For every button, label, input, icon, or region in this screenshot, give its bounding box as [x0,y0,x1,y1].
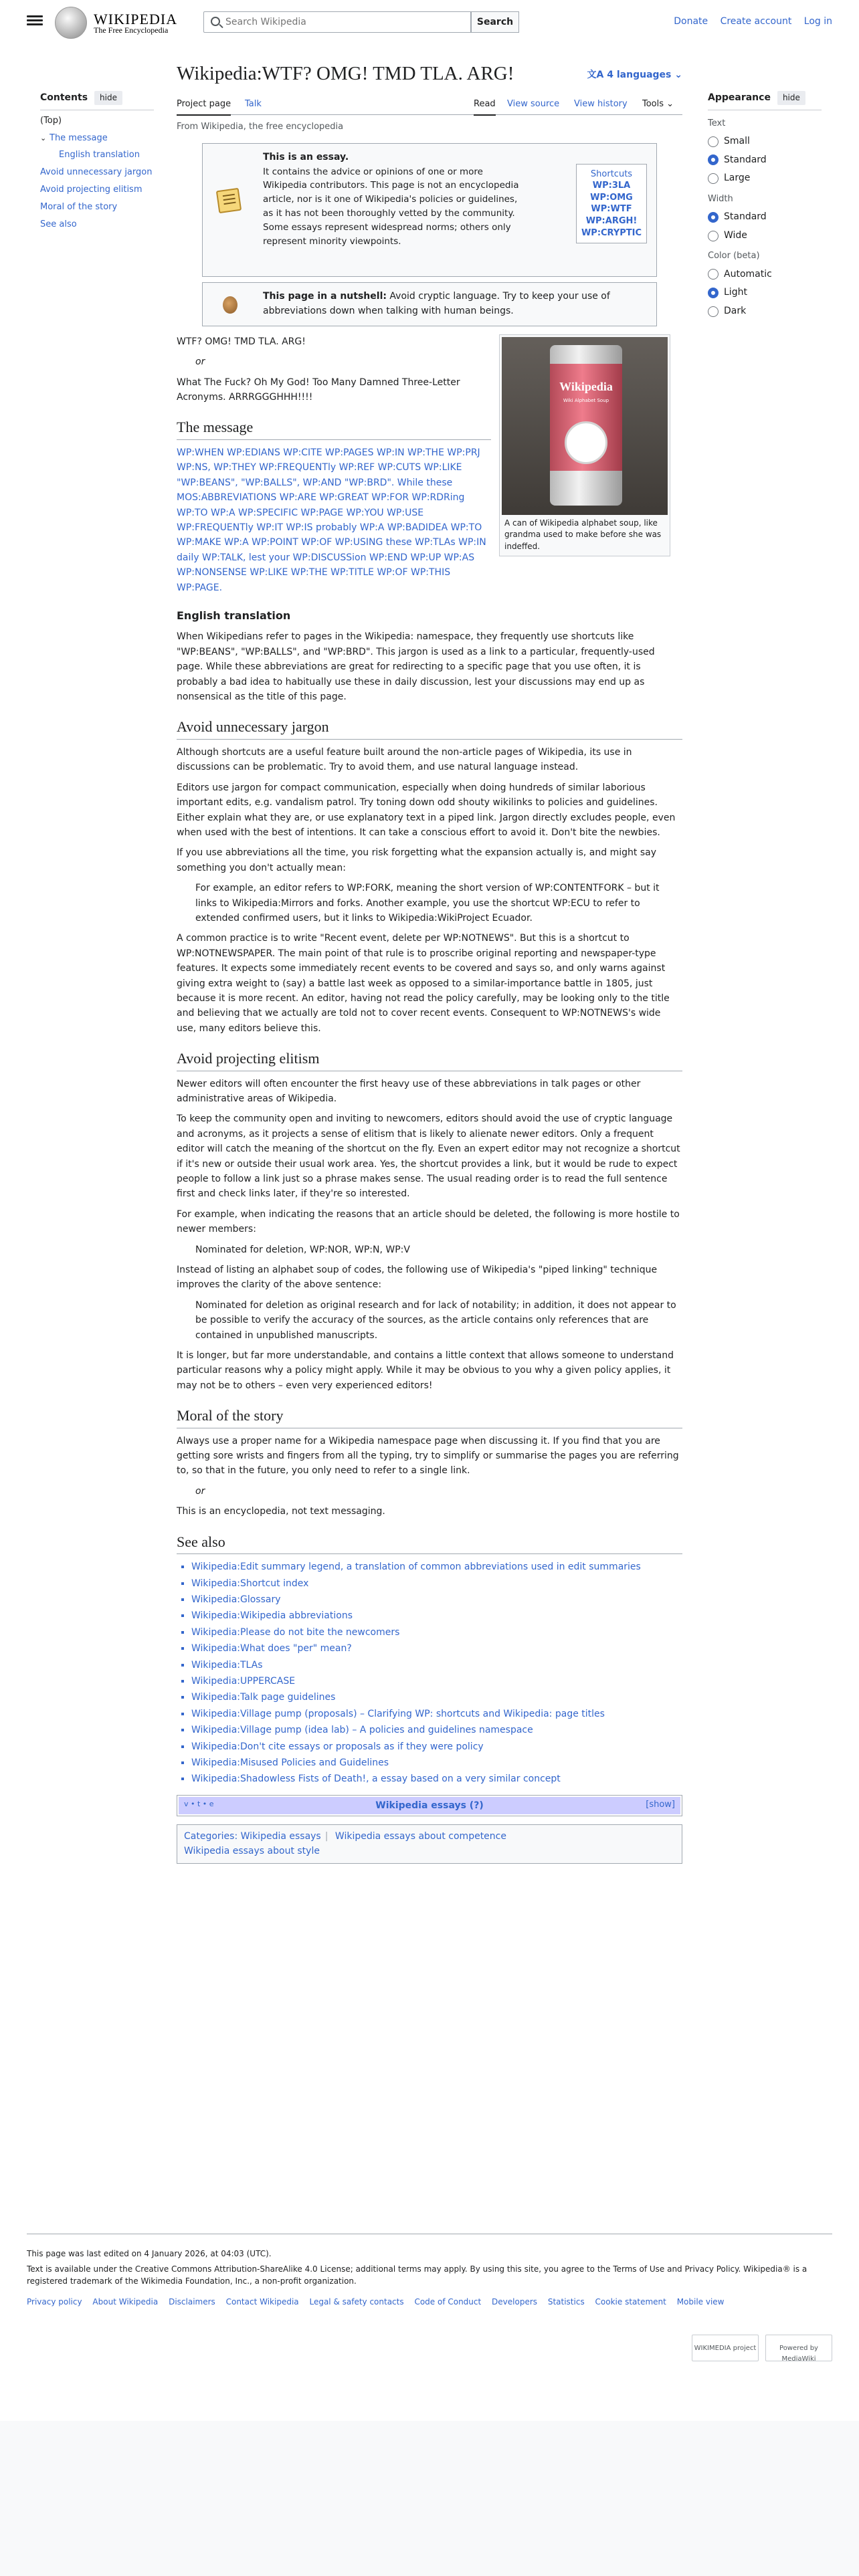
tab-view-history[interactable]: View history [574,98,628,109]
search-box[interactable] [203,11,471,33]
footer-link[interactable]: Privacy policy [27,2296,82,2306]
footer-link[interactable]: Legal & safety contacts [309,2296,404,2306]
list-item[interactable]: ▪ Wikipedia:Shadowless Fists of Death!, a essay based on a very similar concept [191,1772,682,1786]
nutshell-label: This page in a nutshell: [263,290,387,302]
list-item[interactable]: ▪ Wikipedia:Glossary [191,1592,682,1607]
essay-notice [202,143,657,277]
list-item[interactable]: ▪ Wikipedia:Wikipedia abbreviations [191,1608,682,1623]
tab-read[interactable]: Read [474,98,496,116]
toc-item-top[interactable]: (Top) [40,115,62,126]
nutshell-text: Avoid cryptic language. Try to keep your use of abbreviations down when talking with human beings. [263,290,610,316]
site-header [0,0,859,43]
wikipedia-globe-logo[interactable] [55,7,87,39]
search-input[interactable] [225,15,466,29]
toc-header: Contents hide [40,91,154,110]
page-tabs [177,94,682,115]
elitism-quote-2: Nominated for deletion as original research and for lack of notability; in addition, it does not appear to be possible to verify the accuracy of the sources, as the article contains only references that are contained in unpublished manuscripts. [195,1299,676,1341]
image-thumbnail [499,334,670,556]
elitism-p2: To keep the community open and inviting to newcomers, editors should avoid the use of cryptic language and acronyms, as it projects a sense of elitism that is likely to alienate newer editors. Only a frequent editor will catch the meaning of the shortcut on the fly. Even an expert editor may not recognize a shortcut if it's new or outside their usual work area. Yes, the shortcut provides a link, but it would be rude to expect people to follow a link just so a phrase makes sense. The usual reading order is to read the full sentence first and check links later, if they're so interested. [177,1113,680,1200]
shortcut-link[interactable]: WP:WTF [591,204,632,215]
footer-link[interactable]: Developers [492,2296,538,2306]
list-item[interactable]: ▪ Wikipedia:Shortcut index [191,1576,682,1591]
essays-navbox [177,1795,682,1816]
list-item[interactable]: ▪ Wikipedia:What does "per" mean? [191,1641,682,1656]
appearance-hide-button[interactable]: hide [777,91,805,105]
color-label: Color (beta) [708,251,760,261]
license-text: Text is available under the Creative Commons Attribution-ShareAlike 4.0 License; additional terms may apply. By using this site, you agree to the Terms of Use and Privacy Policy. Wikipedia® is a registered trademark of the Wikimedia Foundation, Inc., a non-profit organization. [27,2264,807,2286]
list-item[interactable]: ▪ Wikipedia:UPPERCASE [191,1674,682,1689]
shortcuts-label[interactable]: Shortcuts [590,169,633,179]
intro-line: WTF? OMG! TMD TLA. ARG! [177,336,306,347]
mediawiki-badge[interactable]: Powered by MediaWiki [765,2335,832,2361]
footer-link[interactable]: Code of Conduct [414,2296,482,2306]
chevron-down-icon[interactable]: ⌄ [40,133,47,142]
intro-or: or [195,356,205,368]
elitism-p5: It is longer, but far more understandable, and contains a little context that allows someone to understand particular reasons why a policy might apply. While it may be obvious to you why a given policy applies, it may not be to others – even very experienced editors! [177,1350,674,1391]
login-link[interactable]: Log in [803,16,832,27]
toc-hide-button[interactable]: hide [94,91,122,105]
shortcut-box [576,164,647,243]
jargon-p2: Editors use jargon for compact communication, especially when doing hundreds of similar laborious important edits, e.g. vandalism patrol. Try toning down odd shouty wikilinks to policies and guidelines. Either explain what they are, or use explanatory text in a piped link. Jargon directly excludes people, even when used with the best of intentions. It can take a conscious effort to avoid it. Don't bite the newbies. [177,782,676,838]
elitism-p1: Newer editors will often encounter the first heavy use of these abbreviations in talk pages or other administrative areas of Wikipedia. [177,1078,641,1105]
heading-message: The message [177,418,491,440]
toc-item-jargon[interactable]: Avoid unnecessary jargon [40,167,153,178]
main-menu-icon[interactable] [27,13,43,28]
list-item[interactable]: ▪ Wikipedia:Edit summary legend, a translation of common abbreviations used in edit summaries [191,1560,682,1574]
see-also-list [177,1560,682,1786]
message-text[interactable]: WP:WHEN WP:EDIANS WP:CITE WP:PAGES WP:IN WP:THE WP:PRJ WP:NS, WP:THEY WP:FREQUENTly WP:REF WP:CUTS WP:LIKE "WP:BEANS", "WP:BALLS", WP:AND "WP:BRD". While these MOS:ABBREVIATIONS WP:ARE WP:GREAT WP:FOR WP:RDRing WP:TO WP:A WP:SPECIFIC WP:PAGE WP:YOU WP:USE WP:FREQUENTly WP:IT WP:IS probably WP:A WP:BADIDEA WP:TO WP:MAKE WP:A WP:POINT WP:OF WP:USING these WP:TLAs WP:IN daily WP:TALK, lest your WP:DISCUSSion WP:END WP:UP WP:AS WP:NONSENSE WP:LIKE WP:THE WP:TITLE WP:OF WP:THIS WP:PAGE. [177,447,486,593]
text-large-radio[interactable]: Large [708,171,822,186]
list-item[interactable]: ▪ Wikipedia:TLAs [191,1658,682,1673]
table-of-contents [40,91,154,237]
jargon-example: For example, an editor refers to WP:FORK, meaning the short version of WP:CONTENTFORK – but it links to Wikipedia:Mirrors and forks. Another example, you use the shortcut WP:ECU to refer to extended confirmed users, but it links to Wikipedia:WikiProject Ecuador. [195,883,660,924]
nutshell-box [202,282,657,326]
list-item[interactable]: ▪ Wikipedia:Please do not bite the newcomers [191,1625,682,1640]
categories-box: Categories: Wikipedia essays | Wikipedia essays about competence Wikipedia essays about style [177,1824,682,1864]
image-caption: A can of Wikipedia alphabet soup, like grandma used to make before she was indeffed. [504,518,662,551]
toc-item-moral[interactable]: Moral of the story [40,202,118,213]
heading-jargon: Avoid unnecessary jargon [177,718,682,740]
moral-p2: This is an encyclopedia, not text messaging. [177,1506,385,1517]
category-link[interactable]: Wikipedia essays about competence [335,1831,506,1842]
toc-item-elitism[interactable]: Avoid projecting elitism [40,185,142,195]
from-wikipedia: From Wikipedia, the free encyclopedia [177,121,344,132]
list-item[interactable]: ▪ Wikipedia:Misused Policies and Guidelines [191,1755,682,1770]
list-item[interactable]: ▪ Wikipedia:Village pump (proposals) – Clarifying WP: shortcuts and Wikipedia: page titles [191,1707,682,1721]
footer-link[interactable]: Cookie statement [595,2296,666,2306]
create-account-link[interactable]: Create account [720,16,792,27]
moral-p1: Always use a proper name for a Wikipedia namespace page when discussing it. If you find that you are getting sore wrists and fingers from all the typing, try to simplify or summarise the pages you are referring to, so that in the future, you only need to refer to a single link. [177,1435,679,1477]
footer-link[interactable]: Contact Wikipedia [225,2296,299,2306]
text-small-radio[interactable]: Small [708,134,822,149]
page-footer [27,2234,832,2363]
footer-link[interactable]: About Wikipedia [92,2296,159,2306]
width-standard-radio[interactable]: Standard [708,210,822,225]
jargon-p3: If you use abbreviations all the time, you risk forgetting what the expansion actually is, and might say something you don't actually mean: [177,847,656,873]
intro-expansion: What The Fuck? Oh My God! Too Many Damned Three-Letter Acronyms. ARRRGGGHHH!!!! [177,377,460,403]
footer-link[interactable]: Statistics [547,2296,585,2306]
text-size-label: Text [708,118,726,128]
english-text: When Wikipedians refer to pages in the Wikipedia: namespace, they frequently use shortcuts like "WP:BEANS", "WP:BALLS", and "WP:BRD". This jargon is used as a link to a particular, frequently-used page. While these abbreviations are great for redirecting to a specific page that you use often, it is probably a bad idea to habitually use these in daily discussion, lest your discussions may end up as nonsensical as the title of this page. [177,631,655,703]
jargon-p1: Although shortcuts are a useful feature built around the non-article pages of Wikipedia, its use in discussions can be problematic. Try to avoid them, and use natural language instead. [177,747,632,773]
shortcut-link[interactable]: WP:3LA [592,181,631,191]
personal-tools [664,15,832,29]
shortcut-link[interactable]: WP:CRYPTIC [581,227,642,238]
color-light-radio[interactable]: Light [708,286,822,300]
shortcut-link[interactable]: WP:OMG [590,192,633,203]
page-bottom [0,2421,859,2576]
heading-see-also: See also [177,1533,682,1555]
essay-text: This is an essay. It contains the advice or opinions of one or more Wikipedia contributors. This page is not an encyclopedia article, nor is it one of Wikipedia's policies or guidelines, as it has not been thoroughly vetted by the community. Some essays represent widespread norms; others only represent minority viewpoints. [263,151,519,247]
tab-talk[interactable]: Talk [245,98,262,109]
toc-item-see-also[interactable]: See also [40,219,77,230]
search-button[interactable]: Search [471,11,519,33]
essay-icon [216,188,242,213]
moral-or: or [195,1485,205,1497]
see-also-section [177,1533,682,1787]
elitism-p3: For example, when indicating the reasons that an article should be deleted, the following is more hostile to newer members: [177,1208,680,1235]
main-content [177,43,682,1864]
appearance-header: Appearance hide [708,91,822,110]
heading-elitism: Avoid projecting elitism [177,1049,682,1071]
footer-link[interactable]: Mobile view [676,2296,725,2306]
article-body [177,334,682,1864]
last-edited: This page was last edited on 4 January 2026, at 04:03 (UTC). [27,2249,272,2258]
footer-badges [692,2335,832,2361]
tools-menu[interactable]: Tools ⌄ [642,98,674,109]
navbox-vte[interactable]: v • t • e [184,1799,214,1808]
footer-links [27,2296,832,2309]
wikimedia-badge[interactable]: WIKIMEDIA project [692,2335,759,2361]
category-link[interactable]: Wikipedia essays about style [184,1846,320,1857]
text-standard-radio[interactable]: Standard [708,153,822,168]
color-dark-radio[interactable]: Dark [708,304,822,319]
list-item[interactable]: ▪ Wikipedia:Village pump (idea lab) – A policies and guidelines namespace [191,1723,682,1737]
jargon-p5: A common practice is to write "Recent event, delete per WP:NOTNEWS". But this is a shortcut to WP:NOTNEWSPAPER. The main point of that rule is to proscribe original reporting and newspaper-type features. It expects some immediately recent events to be covered and says so, and only warns against giving extra weight to (say) a battle last week as opposed to a similar-importance battle in 1805, just because it is more recent. An editor, having not read the policy carefully, may be looking only to the title and believing that we actually are told not to cover recent events. Consequent to WP:NOTNEWS's wide use, many editors believe this. [177,933,670,1034]
language-button[interactable]: 文A 4 languages ⌄ [587,70,682,80]
toc-item-message[interactable]: ⌄ The message [40,132,108,143]
donate-link[interactable]: Donate [674,16,708,27]
logo-wordmark[interactable]: WIKIPEDIA [94,11,178,27]
tab-project-page[interactable]: Project page [177,98,231,116]
categories-label[interactable]: Categories: [184,1831,238,1842]
soup-can-image[interactable]: Wikipedia Wiki Alphabet Soup [502,337,668,515]
width-label: Width [708,193,733,204]
heading-english: English translation [177,609,291,622]
list-item[interactable]: ▪ Wikipedia:Talk page guidelines [191,1690,682,1705]
shortcut-link[interactable]: WP:ARGH! [585,216,638,227]
search-icon [211,17,220,26]
color-automatic-radio[interactable]: Automatic [708,267,822,282]
elitism-p4: Instead of listing an alphabet soup of codes, the following use of Wikipedia's "piped linking" technique improves the clarity of the above sentence: [177,1264,658,1291]
nutshell-icon [223,296,237,314]
list-item[interactable]: ▪ Wikipedia:Don't cite essays or proposals as if they were policy [191,1739,682,1754]
category-link[interactable]: Wikipedia essays [240,1831,321,1842]
footer-link[interactable]: Disclaimers [169,2296,215,2306]
toc-item-english[interactable]: English translation [59,150,140,160]
width-wide-radio[interactable]: Wide [708,229,822,243]
appearance-panel [708,91,822,323]
page-title: Wikipedia:WTF? OMG! TMD TLA. ARG! [177,63,514,84]
tab-view-source[interactable]: View source [507,98,560,109]
logo-tagline: The Free Encyclopedia [94,25,169,35]
navbox-title: v • t • e Wikipedia essays (?) [show] [179,1797,680,1814]
navbox-show-button[interactable]: [show] [646,1799,675,1810]
elitism-quote-1: Nominated for deletion, WP:NOR, WP:N, WP:V [195,1244,410,1255]
heading-moral: Moral of the story [177,1406,682,1428]
